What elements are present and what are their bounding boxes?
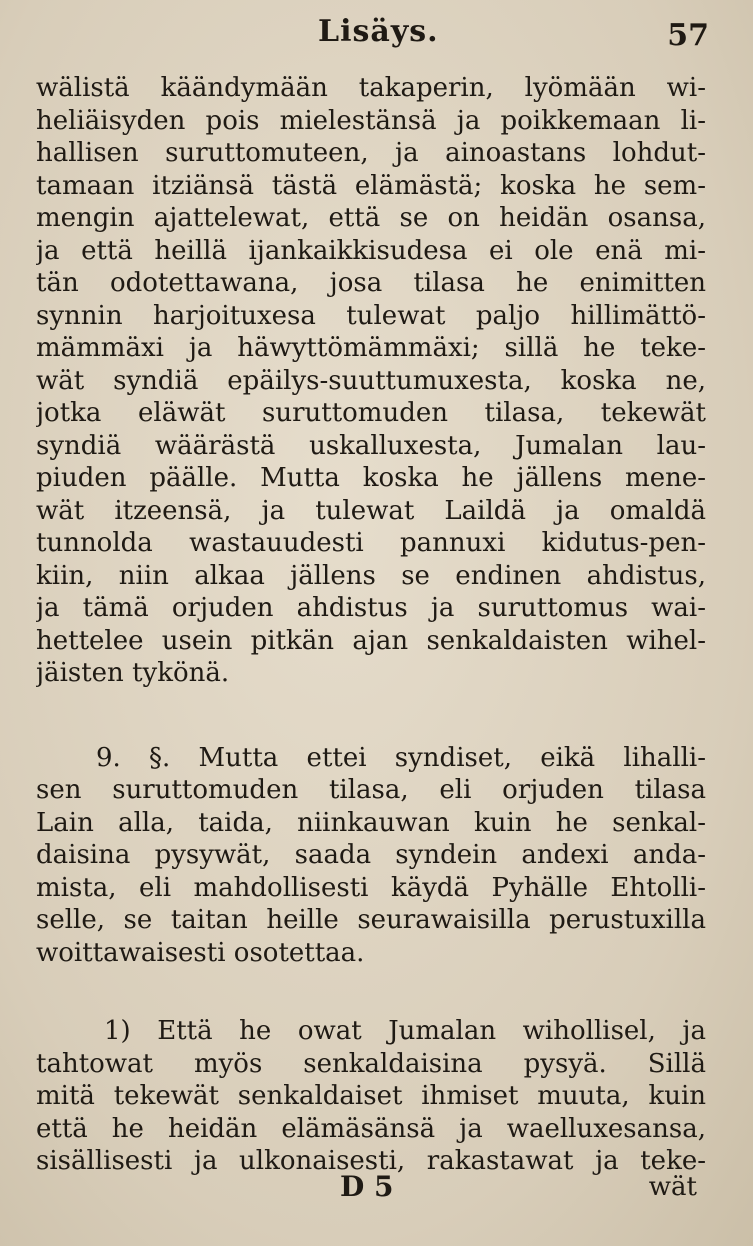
text-line: mengin ajattelewat, että se on heidän osansa, <box>36 203 706 233</box>
text-line: kiin, niin alkaa jällens se endinen ahdistus, <box>36 560 706 591</box>
paragraph-3 <box>36 1015 706 1178</box>
text-line: hettelee usein pitkän ajan senkaldaisten wihel- <box>36 625 706 656</box>
text-line: mista, eli mahdollisesti käydä Pyhälle Ehtolli- <box>36 872 706 903</box>
text-line: tahtowat myös senkaldaisina pysyä. Sillä <box>36 1048 706 1079</box>
text-line: piuden päälle. Mutta koska he jällens mene- <box>36 463 706 493</box>
catchword: wät <box>648 1172 697 1202</box>
text-line: wälistä käändymään takaperin, lyömään wi- <box>36 73 706 103</box>
page-header <box>0 14 753 54</box>
text-line: wät itzeensä, ja tulewat Laildä ja omaldä <box>36 495 706 526</box>
text-line: sisällisesti ja ulkonaisesti, rakastawat ja teke- <box>36 1146 706 1176</box>
text-line: tän odotettawana, josa tilasa he enimitten <box>36 268 706 298</box>
text-line: tamaan itziänsä tästä elämästä; koska he sem- <box>36 170 706 201</box>
paragraph-gap <box>36 690 706 742</box>
text-line: mitä tekewät senkaldaiset ihmiset muuta, kuin <box>36 1081 706 1111</box>
text-line: heliäisyden pois mielestänsä ja poikkemaan li- <box>36 105 706 136</box>
text-line: synnin harjoituxesa tulewat paljo hillimättö- <box>36 300 706 331</box>
text-line: hallisen suruttomuteen, ja ainoastans lohdut- <box>36 138 706 168</box>
paragraph-2 <box>36 742 706 970</box>
text-line: 1) Että he owat Jumalan wihollisel, ja <box>104 1016 706 1046</box>
paragraph-gap <box>36 969 706 1015</box>
text-line: jäisten tykönä. <box>36 658 230 688</box>
text-line: mämmäxi ja häwyttömämmäxi; sillä he teke- <box>36 333 706 363</box>
text-line: että he heidän elämäsänsä ja waelluxesansa, <box>36 1113 706 1144</box>
text-line: ja tämä orjuden ahdistus ja suruttomus wai- <box>36 593 706 623</box>
text-line: Lain alla, taida, niinkauwan kuin he senkal- <box>36 807 706 838</box>
text-line: sen suruttomuden tilasa, eli orjuden tilasa <box>36 775 706 805</box>
text-line: ja että heillä ijankaikkisudesa ei ole enä mi- <box>36 235 706 266</box>
text-line: woittawaisesti osotettaa. <box>36 937 365 968</box>
text-line: jotka eläwät suruttomuden tilasa, tekewät <box>36 398 706 428</box>
body-text <box>36 72 706 1178</box>
page-footer <box>0 1170 753 1210</box>
signature-mark: D 5 <box>340 1170 394 1203</box>
text-line: 9. §. Mutta ettei syndiset, eikä lihalli- <box>96 742 706 773</box>
running-head: Lisäys. <box>318 14 439 49</box>
paragraph-1 <box>36 72 706 690</box>
text-line: selle, se taitan heille seurawaisilla perustuxilla <box>36 905 706 935</box>
page-number: 57 <box>667 18 709 53</box>
text-line: wät syndiä epäilys-suuttumuxesta, koska ne, <box>36 365 706 396</box>
text-line: syndiä wäärästä uskalluxesta, Jumalan lau- <box>36 430 706 461</box>
text-line: daisina pysywät, saada syndein andexi anda- <box>36 840 706 870</box>
text-line: tunnolda wastauudesti pannuxi kidutus-pen- <box>36 528 706 558</box>
